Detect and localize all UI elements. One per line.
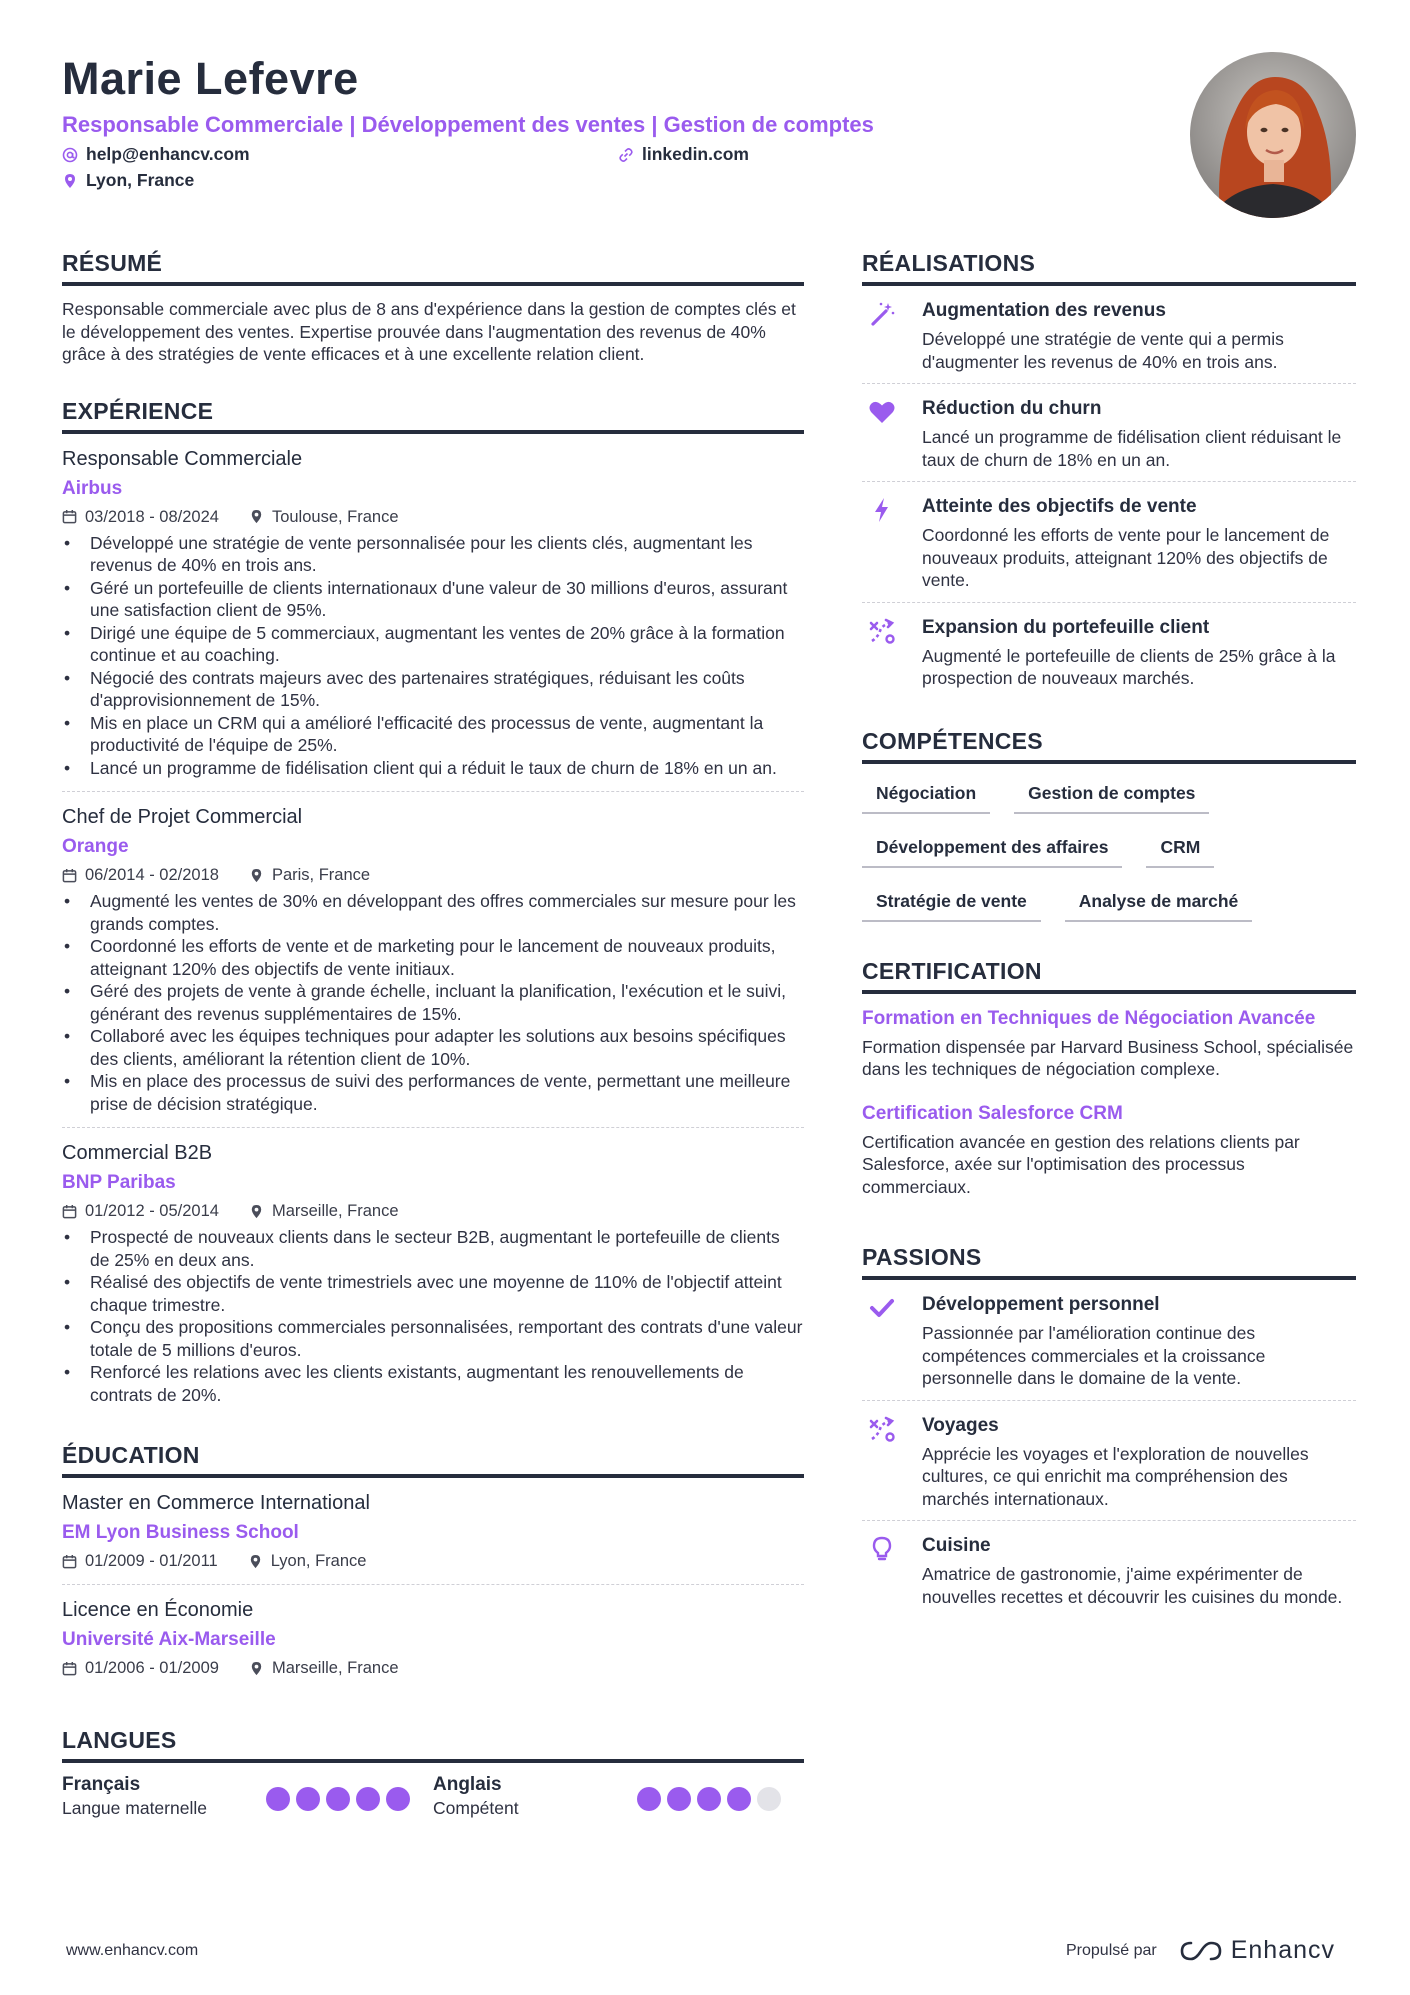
education-location: Marseille, France	[271, 1659, 399, 1677]
job-meta	[62, 1200, 804, 1222]
education-entry	[62, 1585, 804, 1691]
bullet-item: • Développé une stratégie de vente personnalisée pour les clients clés, augmentant les revenus de 40% en trois ans.	[62, 532, 804, 577]
skill-tag: Négociation	[862, 778, 990, 814]
rating-dot-filled	[266, 1787, 290, 1811]
skill-tag: Analyse de marché	[1065, 886, 1253, 922]
bullet-item: • Mis en place un CRM qui a amélioré l'efficacité des processus de vente, augmentant la productivité de l'équipe de 25%.	[62, 712, 804, 757]
job-role: Commercial B2B	[62, 1142, 213, 1164]
map-pin-icon	[249, 1204, 264, 1219]
certification-title: Certification Salesforce CRM	[862, 1102, 1123, 1124]
calendar-icon	[62, 1204, 77, 1219]
achievement-title: Augmentation des revenus	[922, 300, 1166, 321]
achievements-heading: RÉALISATIONS	[862, 248, 1356, 286]
route-icon	[868, 617, 896, 645]
resume-header	[62, 52, 1162, 200]
certification-desc: Certification avancée en gestion des relations clients par Salesforce, axée sur l'optimisation des processus commerciaux.	[862, 1131, 1300, 1197]
education-dates: 01/2009 - 01/2011	[85, 1552, 218, 1570]
bullet-item: • Collaboré avec les équipes techniques pour adapter les solutions aux besoins spécifiques des clients, améliorant la rétention client de 10%.	[62, 1025, 804, 1070]
map-pin-icon	[249, 509, 264, 524]
job-dates: 01/2012 - 05/2014	[85, 1202, 219, 1220]
language-entry	[62, 1773, 433, 1821]
language-rating	[637, 1787, 781, 1811]
degree-name: Licence en Économie	[62, 1599, 254, 1621]
skills-section	[862, 726, 1356, 922]
calendar-icon	[62, 509, 77, 524]
bullet-item: • Augmenté les ventes de 30% en développant des offres commerciales sur mesure pour les grands comptes.	[62, 890, 804, 935]
calendar-icon	[62, 1661, 77, 1676]
skills-list	[862, 778, 1262, 922]
bullet-item: • Coordonné les efforts de vente et de marketing pour le lancement de nouveaux produits, atteignant 120% des objectifs de vente initiaux.	[62, 935, 804, 980]
rating-dot-filled	[356, 1787, 380, 1811]
passion-desc: Apprécie les voyages et l'exploration de nouvelles cultures, ce qui enrichit ma compréhension des marchés internationaux.	[922, 1443, 1309, 1509]
languages-list	[62, 1773, 804, 1821]
map-pin-icon	[249, 1661, 264, 1676]
skill-tag: Stratégie de vente	[862, 886, 1041, 922]
job-meta	[62, 864, 804, 886]
brand-name: Enhancv	[1230, 1936, 1336, 1964]
skill-tag: Gestion de comptes	[1014, 778, 1209, 814]
job-location: Paris, France	[271, 866, 371, 884]
at-icon	[62, 147, 78, 163]
languages-heading: LANGUES	[62, 1725, 804, 1763]
location-contact	[62, 170, 194, 191]
bullet-item: • Mis en place des processus de suivi des performances de vente, permettant une meilleure prise de décision stratégique.	[62, 1070, 804, 1115]
passion-title: Cuisine	[922, 1535, 991, 1556]
language-name: Anglais	[433, 1774, 502, 1795]
school-name: EM Lyon Business School	[62, 1522, 299, 1543]
passions-heading: PASSIONS	[862, 1242, 1356, 1280]
brand-logo[interactable]	[1179, 1936, 1335, 1965]
language-level: Compétent	[433, 1798, 519, 1818]
passion-title: Voyages	[922, 1414, 999, 1436]
left-column	[62, 248, 804, 1851]
bullet-item: • Renforcé les relations avec les clients existants, augmentant les renouvellements de contrats de 20%.	[62, 1361, 804, 1406]
rating-dot-filled	[296, 1787, 320, 1811]
candidate-title: Responsable Commerciale | Développement des ventes | Gestion de comptes	[62, 112, 874, 137]
enhancv-logo-icon	[1179, 1939, 1223, 1963]
skill-tag: CRM	[1146, 832, 1214, 868]
skill-tag: Développement des affaires	[862, 832, 1122, 868]
rating-dot-filled	[667, 1787, 691, 1811]
summary-heading: RÉSUMÉ	[62, 248, 804, 286]
education-section	[62, 1440, 804, 1691]
job-meta	[62, 506, 804, 528]
job-dates: 06/2014 - 02/2018	[85, 866, 219, 884]
powered-by-label: Propulsé par	[1066, 1941, 1157, 1959]
achievement-desc: Développé une stratégie de vente qui a permis d'augmenter les revenus de 40% en trois ans.	[922, 329, 1284, 372]
achievement-title: Réduction du churn	[922, 398, 1102, 419]
map-pin-icon	[248, 1554, 263, 1569]
language-rating	[266, 1787, 410, 1811]
linkedin-text: linkedin.com	[642, 144, 749, 164]
experience-entry	[62, 434, 804, 793]
rating-dot-filled	[386, 1787, 410, 1811]
magic-wand-icon	[868, 300, 896, 328]
passions-section	[862, 1242, 1356, 1618]
company-name: Orange	[62, 836, 129, 857]
link-icon	[618, 147, 634, 163]
summary-section	[62, 248, 804, 366]
location-text: Lyon, France	[86, 170, 195, 190]
achievement-title: Expansion du portefeuille client	[922, 616, 1210, 638]
bullet-item: • Conçu des propositions commerciales personnalisées, remportant des contrats d'une valeur totale de 5 millions d'euros.	[62, 1316, 804, 1361]
heart-icon	[868, 398, 896, 426]
job-role: Responsable Commerciale	[62, 447, 303, 470]
right-column	[862, 248, 1356, 1648]
certification-entry	[862, 994, 1356, 1089]
certification-heading: CERTIFICATION	[862, 956, 1356, 994]
passion-entry	[862, 1401, 1356, 1522]
passion-entry	[862, 1280, 1356, 1401]
passion-desc: Amatrice de gastronomie, j'aime expérimenter de nouvelles recettes et découvrir les cuisines du monde.	[922, 1564, 1343, 1607]
achievement-entry	[862, 603, 1356, 700]
job-bullets	[62, 1226, 804, 1406]
route-icon	[868, 1415, 896, 1443]
achievement-entry	[862, 482, 1356, 603]
education-dates: 01/2006 - 01/2009	[85, 1659, 219, 1677]
achievement-desc: Augmenté le portefeuille de clients de 25% grâce à la prospection de nouveaux marchés.	[922, 645, 1336, 688]
footer-website[interactable]: www.enhancv.com	[66, 1942, 199, 1959]
certification-title: Formation en Techniques de Négociation Avancée	[862, 1007, 1316, 1029]
certification-section	[862, 956, 1356, 1207]
job-location: Toulouse, France	[271, 507, 399, 526]
bullet-item: • Lancé un programme de fidélisation client qui a réduit le taux de churn de 18% en un an.	[62, 757, 804, 780]
bullet-item: • Dirigé une équipe de 5 commerciaux, augmentant les ventes de 20% grâce à la formation continue et au coaching.	[62, 622, 804, 667]
linkedin-contact[interactable]	[618, 144, 749, 165]
check-icon	[868, 1294, 896, 1322]
achievements-section	[862, 248, 1356, 700]
map-pin-icon	[62, 173, 78, 189]
skills-heading: COMPÉTENCES	[862, 726, 1356, 764]
experience-section	[62, 396, 804, 1419]
rating-dot-filled	[637, 1787, 661, 1811]
email-text: help@enhancv.com	[86, 144, 250, 164]
rating-dot-filled	[326, 1787, 350, 1811]
school-name: Université Aix-Marseille	[62, 1629, 276, 1650]
achievement-entry	[862, 286, 1356, 384]
experience-entry	[62, 1128, 804, 1418]
achievement-title: Atteinte des objectifs de vente	[922, 496, 1197, 517]
experience-heading: EXPÉRIENCE	[62, 396, 804, 434]
achievement-desc: Coordonné les efforts de vente pour le lancement de nouveaux produits, atteignant 120% des objectifs de vente.	[922, 525, 1330, 590]
email-contact[interactable]	[62, 144, 250, 165]
bullet-item: • Prospecté de nouveaux clients dans le secteur B2B, augmentant le portefeuille de clients de 25% en deux ans.	[62, 1226, 804, 1271]
company-name: Airbus	[62, 477, 123, 499]
job-bullets	[62, 890, 804, 1115]
candidate-name: Marie Lefevre	[62, 53, 359, 104]
education-heading: ÉDUCATION	[62, 1440, 804, 1478]
rating-dot-filled	[727, 1787, 751, 1811]
bullet-item: • Réalisé des objectifs de vente trimestriels avec une moyenne de 110% de l'objectif atteint chaque trimestre.	[62, 1271, 804, 1316]
bullet-item: • Négocié des contrats majeurs avec des partenaires stratégiques, réduisant les coûts d'approvisionnement de 15%.	[62, 667, 804, 712]
job-dates: 03/2018 - 08/2024	[85, 507, 219, 526]
education-meta	[62, 1657, 804, 1679]
rating-dot-filled	[697, 1787, 721, 1811]
experience-entry	[62, 792, 804, 1128]
lightbulb-icon	[868, 1535, 896, 1563]
company-name: BNP Paribas	[62, 1172, 176, 1193]
language-level: Langue maternelle	[62, 1798, 207, 1818]
calendar-icon	[62, 1554, 77, 1569]
education-location: Lyon, France	[270, 1552, 367, 1570]
education-meta	[62, 1550, 804, 1572]
education-entry	[62, 1478, 804, 1585]
map-pin-icon	[249, 868, 264, 883]
passion-title: Développement personnel	[922, 1294, 1160, 1315]
certification-entry	[862, 1089, 1356, 1207]
certification-desc: Formation dispensée par Harvard Business School, spécialisée dans les techniques de négociation complexe.	[862, 1036, 1354, 1079]
language-entry	[433, 1773, 804, 1821]
profile-photo	[1190, 52, 1356, 218]
lightning-icon	[868, 496, 896, 524]
rating-dot-empty	[757, 1787, 781, 1811]
languages-section	[62, 1725, 804, 1821]
job-location: Marseille, France	[271, 1202, 399, 1220]
summary-text: Responsable commerciale avec plus de 8 ans d'expérience dans la gestion de comptes clés et le développement des ventes. Expertise prouvée dans l'augmentation des revenus de 40% grâce à des stratégies de vente efficaces et à une excellente relation client.	[62, 299, 796, 364]
achievement-entry	[862, 384, 1356, 482]
achievement-desc: Lancé un programme de fidélisation client réduisant le taux de churn de 18% en un an.	[922, 427, 1342, 470]
footer-branding	[1066, 1936, 1335, 1965]
language-name: Français	[62, 1774, 141, 1795]
contact-info	[62, 144, 1162, 200]
calendar-icon	[62, 868, 77, 883]
degree-name: Master en Commerce International	[62, 1492, 370, 1514]
passion-desc: Passionnée par l'amélioration continue des compétences commerciales et la croissance personnelle dans le domaine de la vente.	[922, 1323, 1266, 1388]
bullet-item: • Géré des projets de vente à grande échelle, incluant la planification, l'exécution et le suivi, générant des revenus supplémentaires de 15%.	[62, 980, 804, 1025]
job-bullets	[62, 532, 804, 780]
job-role: Chef de Projet Commercial	[62, 806, 303, 828]
bullet-item: • Géré un portefeuille de clients internationaux d'une valeur de 30 millions d'euros, assurant une satisfaction client de 95%.	[62, 577, 804, 622]
passion-entry	[862, 1521, 1356, 1618]
